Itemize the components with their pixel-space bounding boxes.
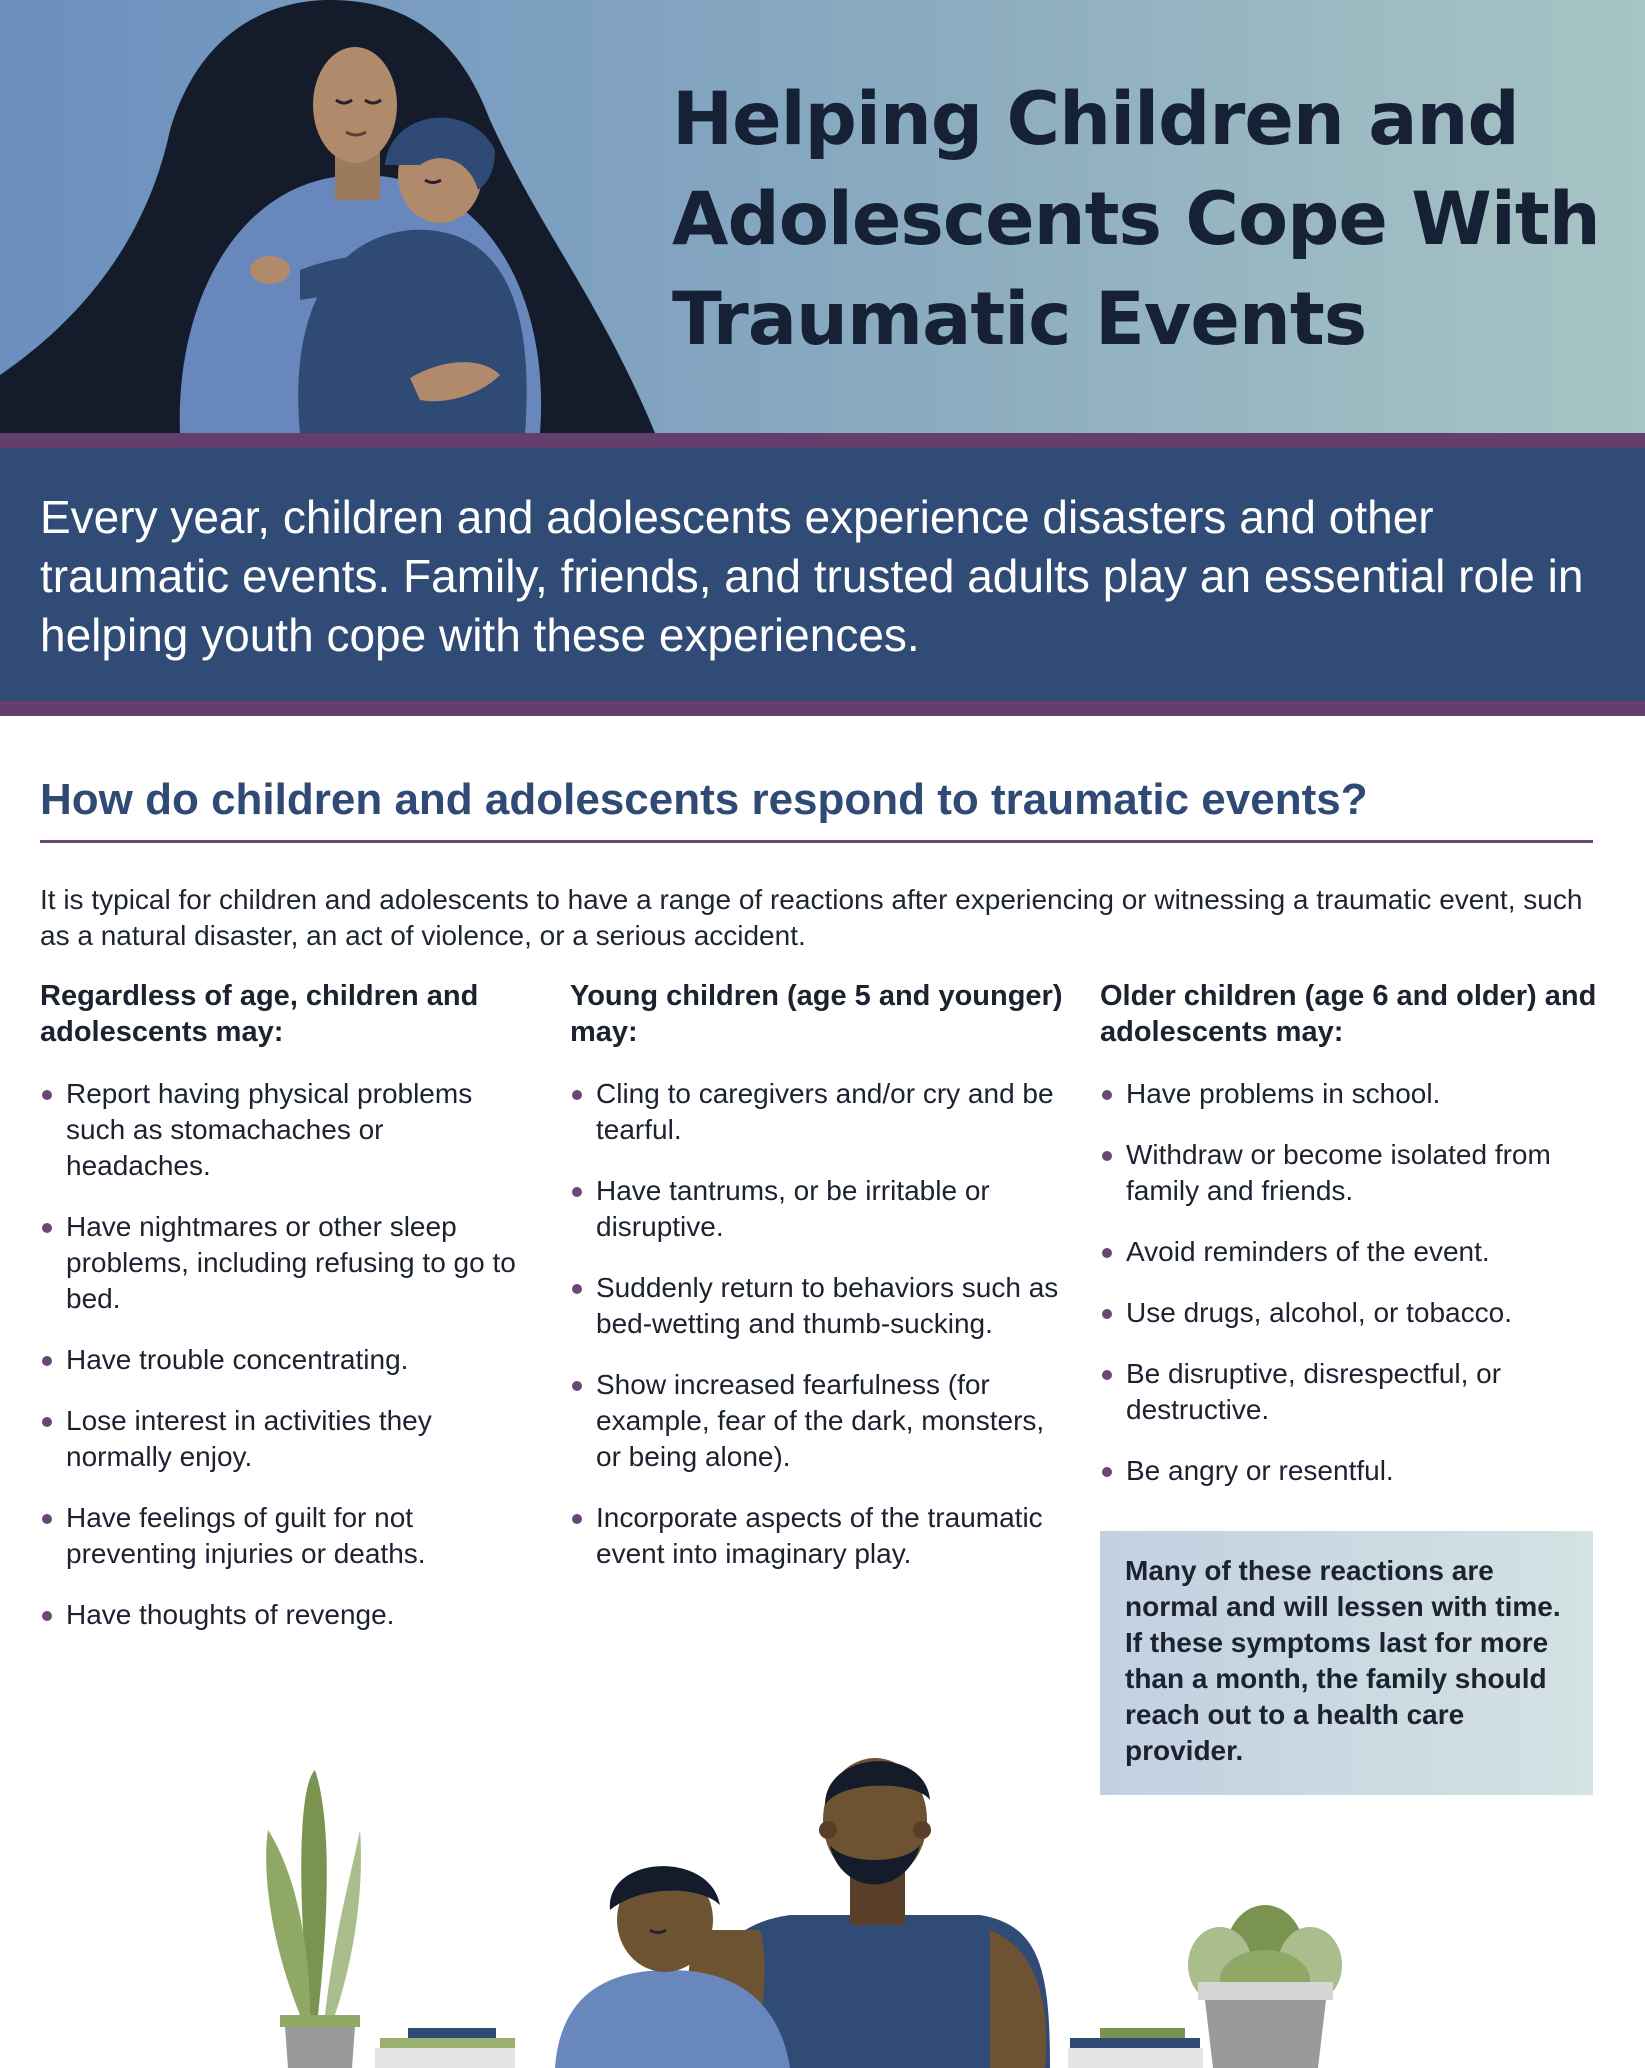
list-item: Report having physical problems such as stomachaches or headaches. <box>40 1076 530 1184</box>
intro-text: Every year, children and adolescents experience disasters and other traumatic events. Family, friends, and trusted adults play an essential role in helping youth cope with these experiences. <box>40 491 1584 661</box>
list-item: Show increased fearfulness (for example, fear of the dark, monsters, or being alone). <box>570 1367 1070 1475</box>
column-heading: Regardless of age, children and adolescents may: <box>40 980 479 1048</box>
father-and-child-illustration <box>0 1630 1645 2068</box>
header-banner <box>0 0 1645 433</box>
book-stack-icon <box>380 2038 515 2048</box>
header-divider <box>0 433 1645 448</box>
reaction-list <box>570 1076 1070 1572</box>
column-young-children <box>570 978 1070 1597</box>
list-item: Have feelings of guilt for not preventing injuries or deaths. <box>40 1500 530 1572</box>
list-item: Be disruptive, disrespectful, or destructive. <box>1100 1356 1600 1428</box>
callout-text: Many of these reactions are normal and will lessen with time. If these symptoms last for more than a month, the family should reach out to a health care provider. <box>1125 1555 1561 1766</box>
section-rule <box>40 840 1593 843</box>
left-plant-icon <box>266 1770 361 2068</box>
list-item: Have problems in school. <box>1100 1076 1600 1112</box>
intro-banner <box>0 448 1645 701</box>
list-item: Have thoughts of revenge. <box>40 1597 530 1633</box>
list-item: Suddenly return to behaviors such as bed-wetting and thumb-sucking. <box>570 1270 1070 1342</box>
column-all-ages <box>40 978 530 1658</box>
column-older-children <box>1100 978 1600 1514</box>
column-heading: Older children (age 6 and older) and adolescents may: <box>1100 980 1597 1048</box>
reaction-list <box>40 1076 530 1633</box>
list-item: Have tantrums, or be irritable or disruptive. <box>570 1173 1070 1245</box>
mother-hugging-child-illustration <box>0 0 680 433</box>
list-item: Have nightmares or other sleep problems, including refusing to go to bed. <box>40 1209 530 1317</box>
section-lead: It is typical for children and adolescents to have a range of reactions after experiencing or witnessing a traumatic event, such as a natural disaster, an act of violence, or a serious accident. <box>40 884 1583 951</box>
section-heading: How do children and adolescents respond to traumatic events? <box>40 775 1368 824</box>
reaction-list <box>1100 1076 1600 1489</box>
list-item: Withdraw or become isolated from family and friends. <box>1100 1137 1600 1209</box>
list-item: Avoid reminders of the event. <box>1100 1234 1600 1270</box>
column-heading: Young children (age 5 and younger) may: <box>570 980 1063 1048</box>
list-item: Have trouble concentrating. <box>40 1342 530 1378</box>
list-item: Be angry or resentful. <box>1100 1453 1600 1489</box>
intro-divider <box>0 701 1645 716</box>
book-stack-icon <box>1070 2038 1200 2048</box>
list-item: Lose interest in activities they normally enjoy. <box>40 1403 530 1475</box>
list-item: Use drugs, alcohol, or tobacco. <box>1100 1295 1600 1331</box>
page-title: Helping Children and Adolescents Cope With Traumatic Events <box>672 77 1600 362</box>
right-plant-icon <box>1188 1905 1342 2068</box>
list-item: Incorporate aspects of the traumatic event into imaginary play. <box>570 1500 1070 1572</box>
list-item: Cling to caregivers and/or cry and be tearful. <box>570 1076 1070 1148</box>
